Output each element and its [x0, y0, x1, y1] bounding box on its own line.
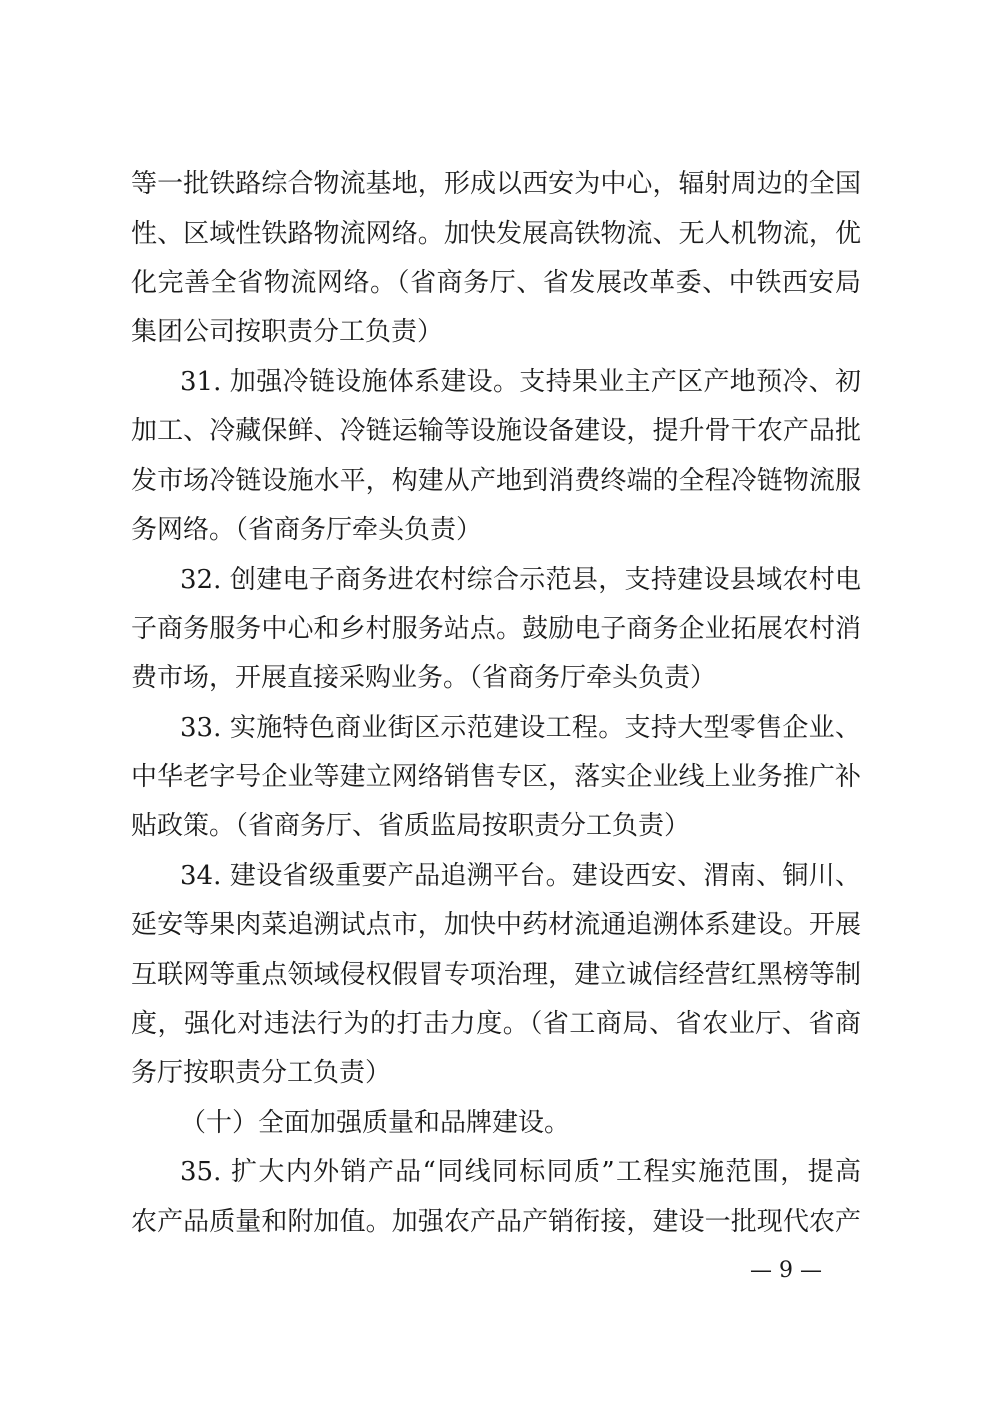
text-line: 延安等果肉菜追溯试点市，加快中药材流通追溯体系建设。开展: [131, 910, 861, 940]
item-33-heading-line: 33. 实施特色商业街区示范建设工程。支持大型零售企业、: [180, 713, 861, 743]
text-line: 农产品质量和附加值。加强农产品产销衔接，建设一批现代农产: [131, 1207, 861, 1237]
text-line: 度，强化对违法行为的打击力度。（省工商局、省农业厅、省商: [131, 1009, 861, 1039]
text-line: 贴政策。（省商务厅、省质监局按职责分工负责）: [131, 811, 691, 841]
item-34-heading-line: 34. 建设省级重要产品追溯平台。建设西安、渭南、铜川、: [180, 861, 861, 891]
text-line: 子商务服务中心和乡村服务站点。鼓励电子商务企业拓展农村消: [131, 614, 861, 644]
text-line: 务厅按职责分工负责）: [131, 1058, 392, 1088]
section-heading-line: （十）全面加强质量和品牌建设。: [180, 1108, 571, 1138]
text-line: 互联网等重点领域侵权假冒专项治理，建立诚信经营红黑榜等制: [131, 960, 861, 990]
text-line: 集团公司按职责分工负责）: [131, 317, 444, 347]
item-31-heading-line: 31. 加强冷链设施体系建设。支持果业主产区产地预冷、初: [180, 367, 861, 397]
page-number: — 9 —: [750, 1258, 822, 1283]
text-line: 等一批铁路综合物流基地，形成以西安为中心，辐射周边的全国: [131, 169, 861, 199]
item-35-heading-line: 35. 扩大内外销产品“同线同标同质”工程实施范围，提高: [180, 1157, 861, 1187]
text-line: 加工、冷藏保鲜、冷链运输等设施设备建设，提升骨干农产品批: [131, 416, 861, 446]
text-line: 化完善全省物流网络。（省商务厅、省发展改革委、中铁西安局: [131, 268, 861, 298]
text-line: 中华老字号企业等建立网络销售专区，落实企业线上业务推广补: [131, 762, 861, 792]
text-line: 性、区域性铁路物流网络。加快发展高铁物流、无人机物流，优: [131, 219, 861, 249]
text-line: 务网络。（省商务厅牵头负责）: [131, 515, 483, 545]
text-line: 发市场冷链设施水平，构建从产地到消费终端的全程冷链物流服: [131, 466, 861, 496]
item-32-heading-line: 32. 创建电子商务进农村综合示范县，支持建设县域农村电: [180, 565, 861, 595]
text-line: 费市场，开展直接采购业务。（省商务厅牵头负责）: [131, 663, 717, 693]
